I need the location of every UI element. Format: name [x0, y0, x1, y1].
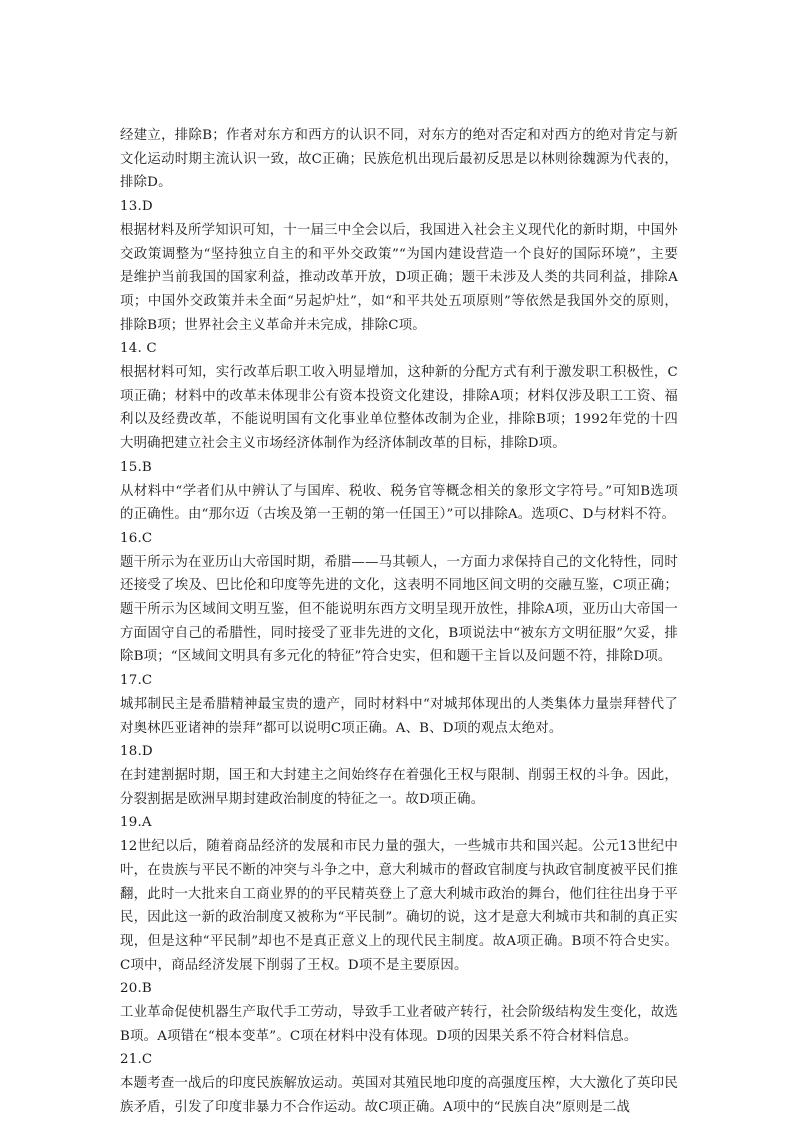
answer-18	[120, 740, 678, 811]
answer-continuation	[120, 124, 678, 195]
answer-text: 12世纪以后，随着商品经济的发展和市民力量的强大，一些城市共和国兴起。公元13世纪中叶，在贵族与平民不断的冲突与斗争之中，意大利城市的督政官制度与执政官制度被平民们推翻，此时一大批来自工商业界的的平民精英登上了意大利城市政治的舞台，他们往往出身于平民，因此这一新的政治制度又被称为“平民制”。确切的说，这才是意大利城市共和制的真正实现，但是这种“平民制”却也不是真正意义上的现代民主制度。故A项正确。B项不符合史实。C项中，商品经济发展下削弱了王权。D项不是主要原因。	[120, 839, 678, 973]
answer-text: 根据材料可知，实行改革后职工收入明显增加，这种新的分配方式有利于激发职工积极性，C项正确；材料中的改革未体现非公有资本投资文化建设，排除A项；材料仅涉及职工工资、福利以及经费改革，不能说明国有文化事业单位整体改制为企业，排除B项；1992年党的十四大明确把建立社会主义市场经济体制作为经济体制改革的目标，排除D项。	[120, 365, 678, 452]
answer-text: 经建立，排除B；作者对东方和西方的认识不同，对东方的绝对否定和对西方的绝对肯定与新文化运动时期主流认识一致，故C正确；民族危机出现后最初反思是以林则徐魏源为代表的，排除D。	[120, 128, 678, 191]
question-number: 15.B	[120, 459, 152, 475]
answer-15	[120, 456, 678, 527]
answer-16	[120, 527, 678, 669]
question-number: 19.A	[120, 815, 152, 831]
answer-21	[120, 1048, 678, 1119]
question-number: 17.C	[120, 673, 153, 689]
answer-text: 工业革命促使机器生产取代手工劳动，导致手工业者破产转行，社会阶级结构发生变化，故选B项。A项错在“根本变革”。C项在材料中没有体现。D项的因果关系不符合材料信息。	[120, 1005, 678, 1044]
answer-19	[120, 811, 678, 977]
question-number: 21.C	[120, 1052, 153, 1068]
answer-text: 从材料中“学者们从中辨认了与国库、税收、税务官等概念相关的象形文字符号。”可知B选项的正确性。由“那尔迈（古埃及第一王朝的第一任国王）”可以排除A。选项C、D与材料不符。	[120, 483, 678, 523]
question-number: 20.B	[120, 981, 152, 997]
question-number: 14. C	[120, 341, 157, 357]
answer-13	[120, 195, 678, 337]
answer-text: 根据材料及所学知识可知，十一届三中全会以后，我国进入社会主义现代化的新时期，中国外交政策调整为“坚持独立自主的和平外交政策”“为国内建设营造一个良好的国际环境”，主要是维护当前我国的国家利益，推动改革开放，D项正确；题干未涉及人类的共同利益，排除A项；中国外交政策并未全面“另起炉灶”，如“和平共处五项原则”等依然是我国外交的原则，排除B项；世界社会主义革命并未完成，排除C项。	[120, 222, 678, 333]
answer-text: 题干所示为在亚历山大帝国时期，希腊——马其顿人，一方面力求保持自己的文化特性，同时还接受了埃及、巴比伦和印度等先进的文化，这表明不同地区间文明的交融互鉴，C项正确；题干所示为区域间文明互鉴，但不能说明东西方文明呈现开放性，排除A项，亚历山大帝国一方面固守自己的希腊性，同时接受了亚非先进的文化，B项说法中“被东方文明征服”欠妥，排除B项；“区域间文明具有多元化的特征”符合史实，但和题干主旨以及问题不符，排除D项。	[120, 554, 678, 665]
answer-text: 城邦制民主是希腊精神最宝贵的遗产，同时材料中“对城邦体现出的人类集体力量崇拜替代了对奥林匹亚诸神的崇拜”都可以说明C项正确。A、B、D项的观点太绝对。	[120, 696, 678, 736]
answer-page	[120, 124, 678, 1120]
answer-text: 在封建割据时期，国王和大封建主之间始终存在着强化王权与限制、削弱王权的斗争。因此，分裂割据是欧洲早期封建政治制度的特征之一。故D项正确。	[120, 767, 678, 807]
answer-20	[120, 977, 678, 1048]
question-number: 16.C	[120, 530, 153, 546]
answer-17	[120, 669, 678, 740]
question-number: 13.D	[120, 199, 153, 215]
answer-14	[120, 337, 678, 456]
answer-text: 本题考查一战后的印度民族解放运动。英国对其殖民地印度的高强度压榨，大大激化了英印民族矛盾，引发了印度非暴力不合作运动。故C项正确。A项中的“民族自决”原则是二战	[120, 1076, 678, 1115]
question-number: 18.D	[120, 744, 153, 760]
